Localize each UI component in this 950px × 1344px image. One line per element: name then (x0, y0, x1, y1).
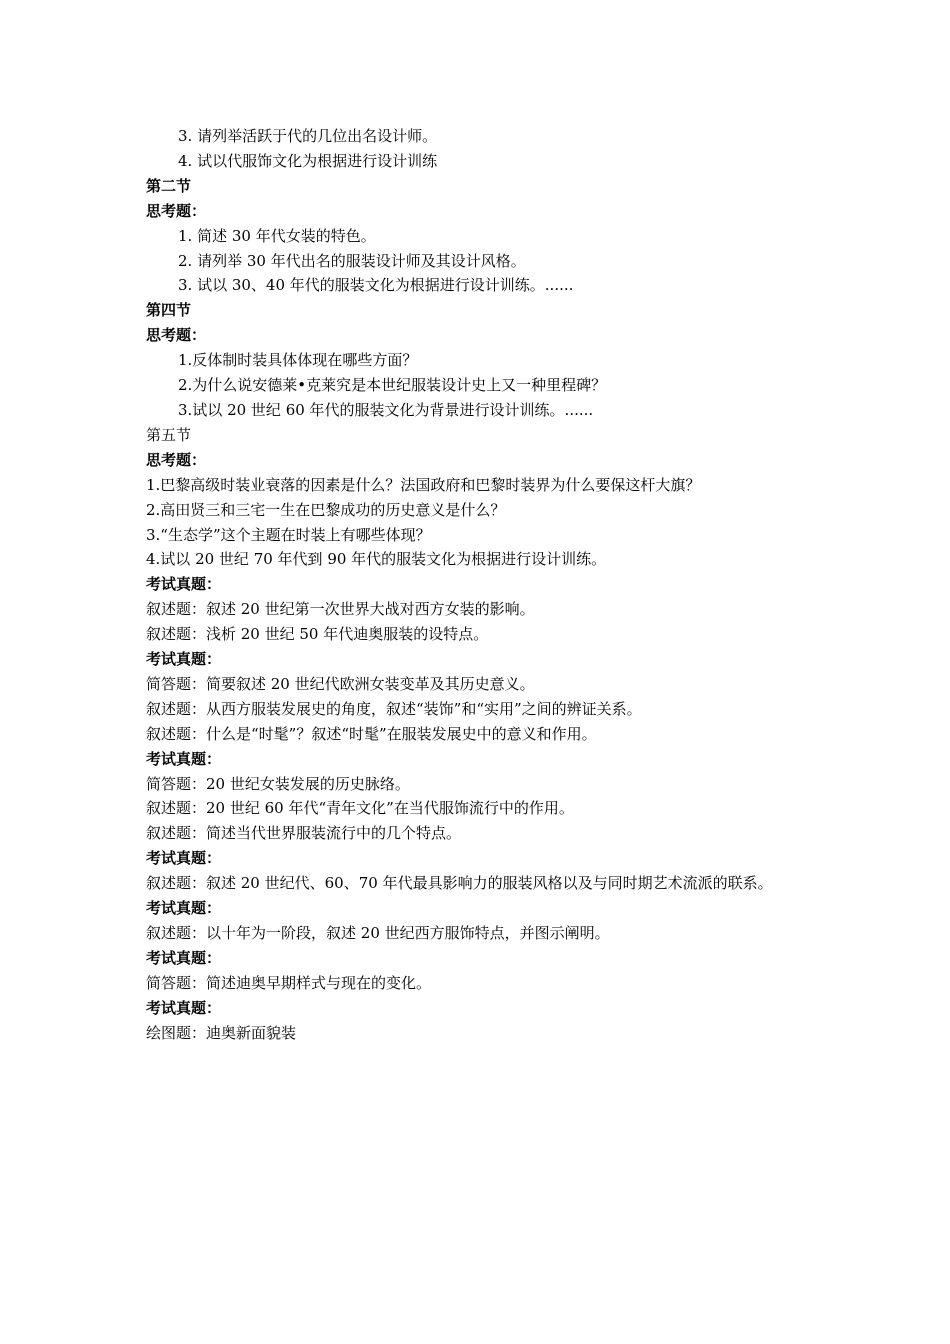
exam-question: 叙述题：什么是“时髦”？叙述“时髦”在服装发展史中的意义和作用。 (146, 724, 597, 743)
exam-heading: 考试真题： (146, 998, 222, 1017)
exam-heading: 考试真题： (146, 575, 222, 594)
question-line: 1.反体制时装具体体现在哪些方面？ (178, 351, 418, 370)
question-line: 2.为什么说安德莱•克莱究是本世纪服装设计史上又一种里程碑？ (178, 376, 607, 395)
exam-question: 简答题：简述迪奥早期样式与现在的变化。 (146, 973, 432, 992)
exam-question: 叙述题：简述当代世界服装流行中的几个特点。 (146, 824, 462, 843)
question-line: 4. 试以代服饰文化为根据进行设计训练 (178, 151, 438, 170)
question-line: 3.“生态学”这个主题在时装上有哪些体现？ (146, 525, 431, 544)
section-heading: 第五节 (146, 425, 192, 444)
question-line: 4.试以 20 世纪 70 年代到 90 年代的服装文化为根据进行设计训练。 (146, 550, 607, 569)
exam-heading: 考试真题： (146, 849, 222, 868)
exam-question: 简答题：简要叙述 20 世纪代欧洲女装变革及其历史意义。 (146, 674, 535, 693)
subheading: 思考题： (146, 326, 207, 345)
question-line: 1. 简述 30 年代女装的特色。 (178, 226, 376, 245)
exam-heading: 考试真题： (146, 749, 222, 768)
question-line: 3. 试以 30、40 年代的服装文化为根据进行设计训练。...... (178, 276, 574, 295)
section-heading: 第二节 (146, 176, 192, 195)
question-line: 1.巴黎高级时装业衰落的因素是什么？法国政府和巴黎时装界为什么要保这杆大旗？ (146, 475, 701, 494)
exam-heading: 考试真题： (146, 650, 222, 669)
exam-question: 绘图题：迪奥新面貌装 (146, 1023, 297, 1042)
exam-heading: 考试真题： (146, 899, 222, 918)
question-line: 3.试以 20 世纪 60 年代的服装文化为背景进行设计训练。...... (178, 400, 594, 419)
exam-question: 叙述题：以十年为一阶段，叙述 20 世纪西方服饰特点，并图示阐明。 (146, 924, 610, 942)
question-line: 2. 请列举 30 年代出名的服装设计师及其设计风格。 (178, 251, 526, 270)
exam-heading: 考试真题： (146, 948, 222, 967)
exam-question: 叙述题：20 世纪 60 年代“青年文化”在当代服饰流行中的作用。 (146, 799, 574, 818)
exam-question: 简答题：20 世纪女装发展的历史脉络。 (146, 774, 410, 793)
subheading: 思考题： (146, 450, 207, 469)
document-body (146, 124, 826, 1046)
question-line: 2.高田贤三和三宅一生在巴黎成功的历史意义是什么？ (146, 500, 506, 519)
exam-question: 叙述题：浅析 20 世纪 50 年代迪奥服装的设特点。 (146, 625, 489, 644)
exam-question: 叙述题：叙述 20 世纪第一次世界大战对西方女装的影响。 (146, 600, 535, 619)
exam-question: 叙述题：叙述 20 世纪代、60、70 年代最具影响力的服装风格以及与同时期艺术流派的联系。 (146, 874, 773, 893)
section-heading: 第四节 (146, 301, 192, 320)
exam-question: 叙述题：从西方服装发展史的角度，叙述“装饰”和“实用”之间的辨证关系。 (146, 699, 642, 718)
subheading: 思考题： (146, 201, 207, 220)
question-line: 3. 请列举活跃于代的几位出名设计师。 (178, 127, 438, 145)
